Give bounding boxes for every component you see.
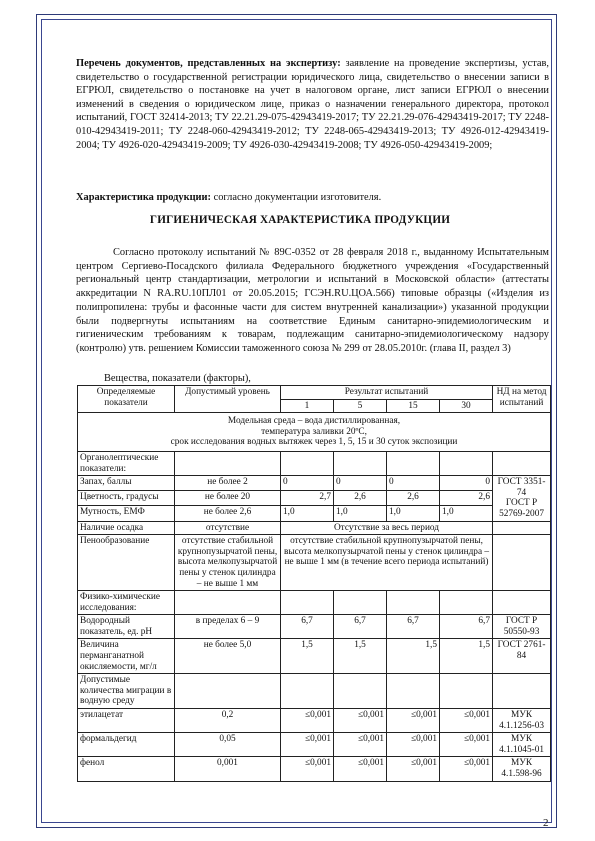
method-cell <box>493 476 551 521</box>
param-name: Цветность, градусы <box>78 491 175 506</box>
results-table <box>77 385 551 782</box>
result-value: 2,6 <box>387 491 440 506</box>
section-title: ГИГИЕНИЧЕСКАЯ ХАРАКТЕРИСТИКА ПРОДУКЦИИ <box>149 214 451 226</box>
result-value: ≤0,001 <box>334 733 387 757</box>
header-period: 5 <box>334 399 387 413</box>
intro-paragraph: Согласно протоколу испытаний № 89С-0352 от 28 февраля 2018 г., выданному Испытательным центром Сергиево-Посадского филиала Федерального бюджетного учреждения «Государственный региональный центр стандартизации, метрологии и испытаний в Московской области» (аттестаты аккредитации N RA.RU.10ПЛ01 от 20.05.2015; ГСЭН.RU.ЦОА.566) типовые образцы («Изделия из полипропилена: трубы и фасонные части для систем внутренней канализации») указанной продукции были подвергнуты испытаниям на соответствие Единым санитарно-эпидемиологическим и гигиеническим требованиям к товарам, подлежащим санитарно-эпидемиологическому надзору (контролю) утв. решением Комиссии таможенного союза № 299 от 28.05.2010г. (глава II, раздел 3) <box>76 247 549 354</box>
result-value: ≤0,001 <box>387 757 440 781</box>
result-value: 0 <box>440 476 493 491</box>
table-row <box>78 476 551 491</box>
result-value: 6,7 <box>387 615 440 639</box>
method-value: МУК 4.1.598-96 <box>493 757 551 781</box>
table-row <box>78 639 551 674</box>
param-name: Запах, баллы <box>78 476 175 491</box>
characteristics-paragraph: Характеристика продукции: согласно документации изготовителя. <box>76 192 382 203</box>
result-value: 1,0 <box>281 506 334 521</box>
allowed-value: не более 20 <box>175 491 281 506</box>
param-name: этилацетат <box>78 709 175 733</box>
conditions-line: Модельная среда – вода дистиллированная, <box>227 416 401 427</box>
characteristics-label: Характеристика продукции <box>76 192 208 203</box>
header-period: 15 <box>387 399 440 413</box>
conditions-line: срок исследования водных вытяжек через 1, 5, 15 и 30 суток экспозиции <box>170 437 458 448</box>
method-value: ГОСТ 2761-84 <box>493 639 551 674</box>
method-value: ГОСТ Р 50550-93 <box>493 615 551 639</box>
allowed-value: не более 5,0 <box>175 639 281 674</box>
result-value: ≤0,001 <box>281 733 334 757</box>
result-value: 1,5 <box>440 639 493 674</box>
param-name: Мутность, ЕМФ <box>78 506 175 521</box>
documents-label: Перечень документов, представленных на экспертизу <box>76 58 338 69</box>
result-value: 1,0 <box>387 506 440 521</box>
header-period: 30 <box>440 399 493 413</box>
table-header-row <box>78 386 551 400</box>
substances-label: Вещества, показатели (факторы), <box>104 373 251 384</box>
result-value: 2,7 <box>281 491 334 506</box>
result-value: 0 <box>281 476 334 491</box>
result-value: Отсутствие за весь период <box>281 521 493 535</box>
header-result: Результат испытаний <box>281 386 493 400</box>
allowed-value: отсутствие <box>175 521 281 535</box>
header-period: 1 <box>281 399 334 413</box>
result-value: ≤0,001 <box>281 757 334 781</box>
documents-text: заявление на проведение экспертизы, устав, свидетельство о государственной регистрации юридического лица, свидетельство о внесении записи в ЕГРЮЛ, свидетельство о постановке на учет в налоговом органе, лист записи ЕГРЮЛ о внесении изменений в сведения о юридическом лице, приказ о назначении генерального директора, протокол испытаний, ГОСТ 32414-2013; ТУ 22.21.29-075-42943419-2017; ТУ 22.21.29-076-42943419-2017; ТУ 2248-010-42943419-2011; ТУ 2248-060-42943419-2012; ТУ 2248-065-42943419-2013; ТУ 4926-012-42943419-2004; ТУ 4926-020-42943419-2009; ТУ 4926-030-42943419-2008; ТУ 4926-050-42943419-2009; <box>76 58 549 151</box>
result-value: 0 <box>387 476 440 491</box>
result-value: 6,7 <box>440 615 493 639</box>
result-value: 2,6 <box>334 491 387 506</box>
header-param: Определяемые показатели <box>78 386 175 413</box>
param-name: Величина перманганатной окисляемости, мг/л <box>78 639 175 674</box>
header-allowed: Допустимый уровень <box>175 386 281 413</box>
param-name: Наличие осадка <box>78 521 175 535</box>
result-value: 1,5 <box>387 639 440 674</box>
organoleptic-section-row <box>78 451 551 475</box>
conditions-row <box>78 413 551 452</box>
table-row <box>78 615 551 639</box>
result-value: ≤0,001 <box>387 709 440 733</box>
table-row <box>78 709 551 733</box>
allowed-value: 0,2 <box>175 709 281 733</box>
result-value: ≤0,001 <box>281 709 334 733</box>
result-value: 6,7 <box>281 615 334 639</box>
result-value: ≤0,001 <box>440 709 493 733</box>
table-row <box>78 491 551 506</box>
section-label: Органолептические показатели: <box>78 451 175 475</box>
allowed-value: 0,001 <box>175 757 281 781</box>
table-row <box>78 535 551 591</box>
result-value: ≤0,001 <box>440 757 493 781</box>
characteristics-text: согласно документации изготовителя. <box>213 192 382 203</box>
method-value: ГОСТ Р 52769-2007 <box>499 498 544 519</box>
header-method: НД на метод испытаний <box>493 386 551 413</box>
param-name: формальдегид <box>78 733 175 757</box>
result-value: 1,5 <box>334 639 387 674</box>
section-label: Физико-химические исследования: <box>78 591 175 615</box>
result-value: 1,0 <box>440 506 493 521</box>
page-number: 2 <box>543 817 549 829</box>
result-value: 2,6 <box>440 491 493 506</box>
result-value: ≤0,001 <box>387 733 440 757</box>
result-value: ≤0,001 <box>334 709 387 733</box>
result-value: ≤0,001 <box>334 757 387 781</box>
documents-paragraph: Перечень документов, представленных на экспертизу: заявление на проведение экспертизы, устав, свидетельство о государственной регистрации юридического лица, свидетельство о внесении записи в ЕГРЮЛ, свидетельство о постановке на учет в налоговом органе, лист записи ЕГРЮЛ о внесении изменений в сведения о юридическом лице, приказ о назначении генерального директора, протокол испытаний, ГОСТ 32414-2013; ТУ 22.21.29-075-42943419-2017; ТУ 22.21.29-076-42943419-2017; ТУ 2248-010-42943419-2011; ТУ 2248-060-42943419-2012; ТУ 2248-065-42943419-2013; ТУ 4926-012-42943419-2004; ТУ 4926-020-42943419-2009; ТУ 4926-030-42943419-2008; ТУ 4926-050-42943419-2009; <box>76 58 549 151</box>
allowed-value: в пределах 6 – 9 <box>175 615 281 639</box>
method-value: МУК 4.1.1045-01 <box>493 733 551 757</box>
table-row <box>78 733 551 757</box>
conditions-line: температура заливки 20ºС, <box>261 426 367 437</box>
param-name: фенол <box>78 757 175 781</box>
table-row <box>78 521 551 535</box>
result-value: ≤0,001 <box>440 733 493 757</box>
method-value: ГОСТ 3351-74 <box>497 477 546 498</box>
param-name: Пенообразование <box>78 535 175 591</box>
result-value: 6,7 <box>334 615 387 639</box>
allowed-value: не более 2,6 <box>175 506 281 521</box>
physchem-section-row <box>78 591 551 615</box>
method-value: МУК 4.1.1256-03 <box>493 709 551 733</box>
param-name: Водородный показатель, ед. pH <box>78 615 175 639</box>
table-row <box>78 506 551 521</box>
result-value: 1,0 <box>334 506 387 521</box>
section-label: Допустимые количества миграции в водную среду <box>78 674 175 709</box>
result-value: 0 <box>334 476 387 491</box>
migration-section-row <box>78 674 551 709</box>
allowed-value: отсутствие стабильной крупнопузырчатой пены, высота мелкопузырчатой пены у стенок цилиндра – не выше 1 мм <box>175 535 281 591</box>
result-value: 1,5 <box>281 639 334 674</box>
table-row <box>78 757 551 781</box>
allowed-value: 0,05 <box>175 733 281 757</box>
result-value: отсутствие стабильной крупнопузырчатой пены, высота мелкопузырчатой пены у стенок цилиндра – не выше 1 мм (в течение всего периода испытаний) <box>281 535 493 591</box>
allowed-value: не более 2 <box>175 476 281 491</box>
